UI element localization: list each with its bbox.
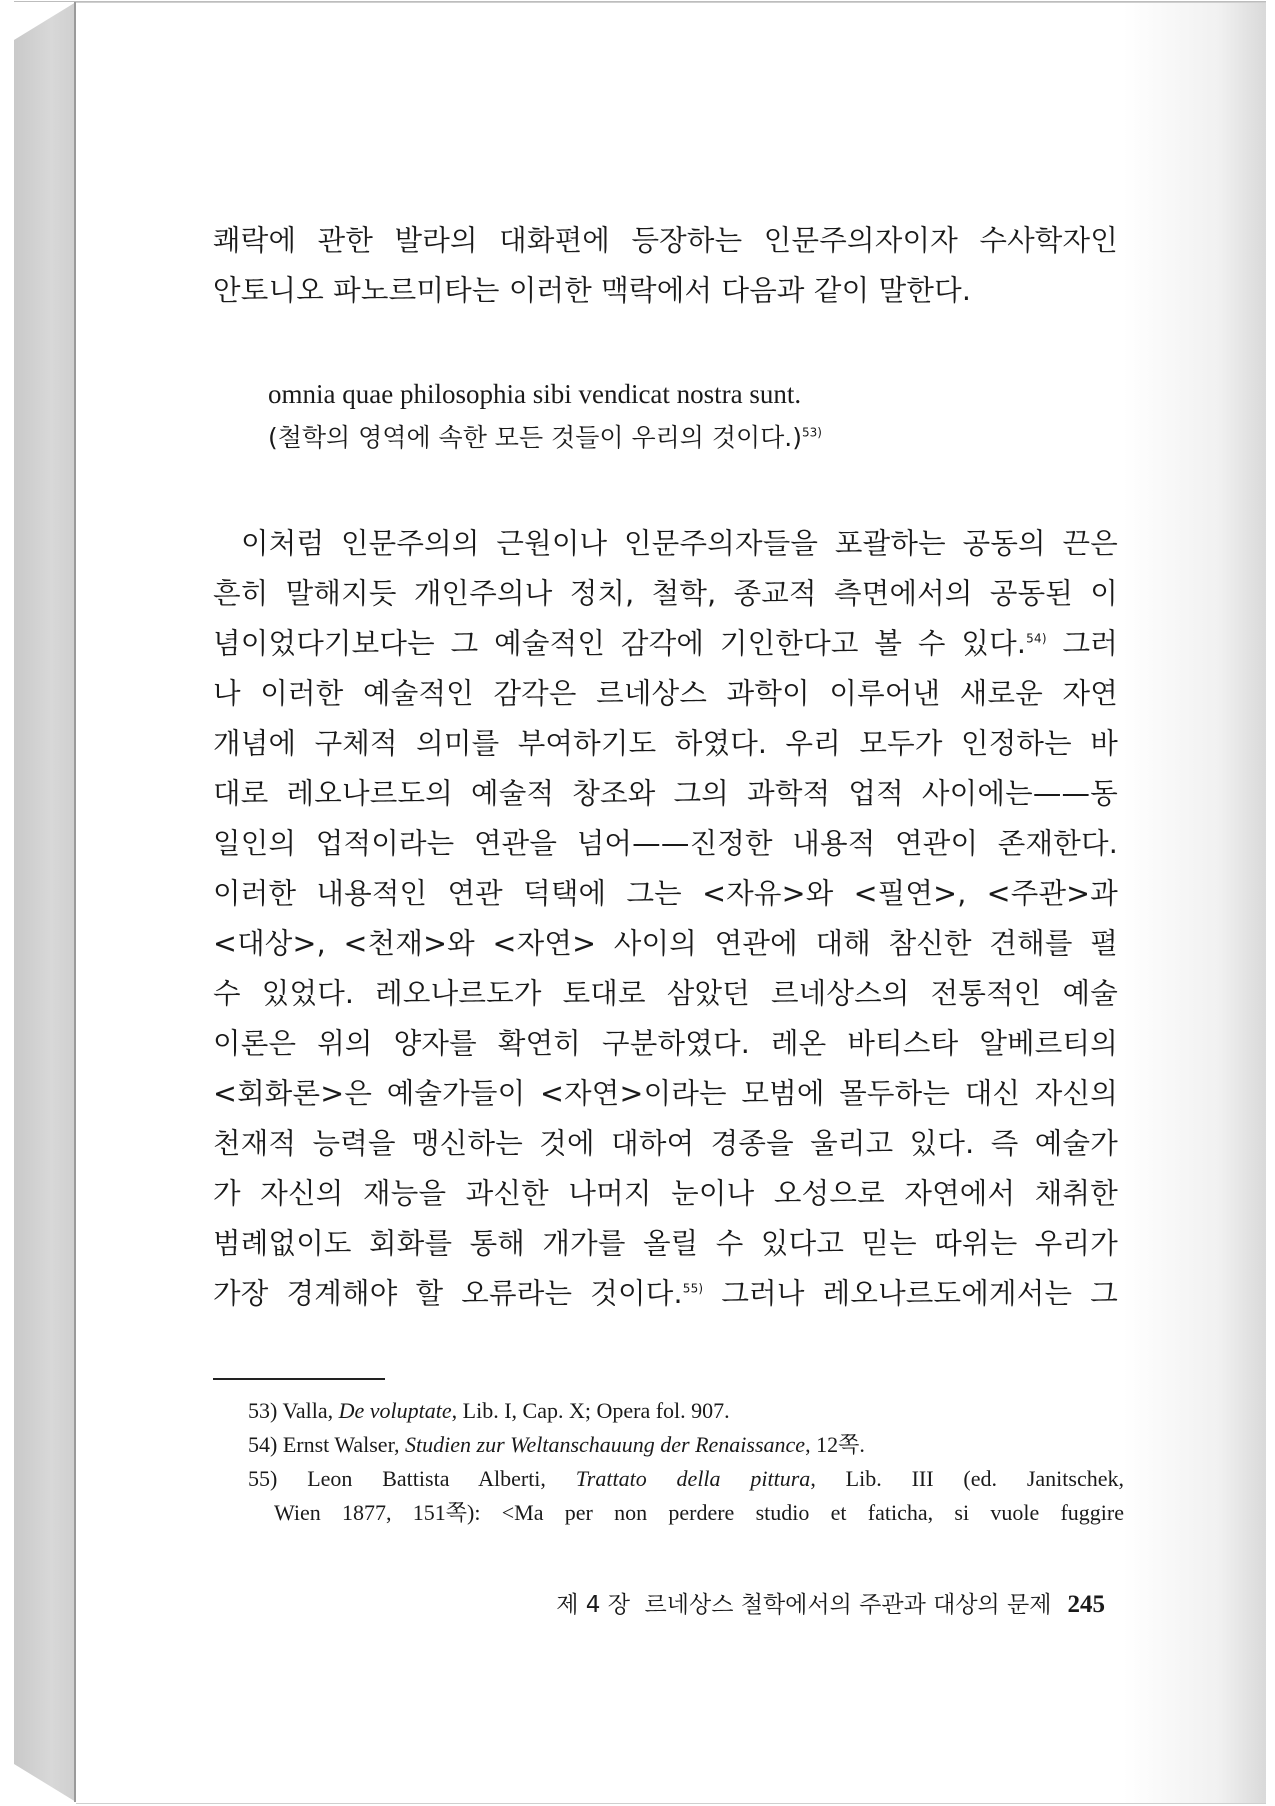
body-line	[213, 1269, 1118, 1319]
footnote-number: 54)	[248, 1432, 278, 1457]
page-number: 245	[1067, 1591, 1105, 1618]
body-line-text: 그러	[1062, 627, 1118, 660]
footnotes	[248, 1394, 1124, 1530]
body-line: 이론은 위의 양자를 확연히 구분하였다. 레온 바티스타 알베르티의	[213, 1027, 1118, 1060]
footnote-rest: , 12쪽.	[805, 1432, 865, 1457]
footnote-title: Studien zur Weltanschauung der Renaissance	[405, 1432, 806, 1457]
footnote-number: 53)	[248, 1398, 278, 1423]
body-line-text: 념이었다기보다는 그 예술적인 감각에 기인한다고 볼 수 있다.	[213, 627, 1027, 660]
body-line: 개념에 구체적 의미를 부여하기도 하였다. 우리 모두가 인정하는 바	[213, 727, 1118, 760]
body-line: <회화론>은 예술가들이 <자연>이라는 모범에 몰두하는 대신 자신의	[213, 1077, 1118, 1110]
intro-line: 쾌락에 관한 발라의 대화편에 등장하는 인문주의자이자 수사학자인	[213, 224, 1118, 257]
footnote-53	[248, 1394, 1124, 1428]
running-title: 제 4 장 르네상스 철학에서의 주관과 대상의 문제	[556, 1592, 1052, 1618]
footnote-author: Ernst Walser,	[282, 1432, 406, 1457]
body-line: 흔히 말해지듯 개인주의나 정치, 철학, 종교적 측면에서의 공동된 이	[213, 577, 1118, 610]
footnote-55	[248, 1462, 1124, 1496]
footnote-ref-53: 53)	[802, 425, 822, 440]
footnote-author: Valla,	[282, 1398, 339, 1423]
body-line-text: 가장 경계해야 할 오류라는 것이다.	[213, 1277, 683, 1310]
footnote-ref-55: 55)	[682, 1281, 704, 1296]
footnote-ref-54: 54)	[1026, 631, 1047, 646]
running-footer	[556, 1588, 1105, 1622]
footnote-rest: , Lib. I, Cap. X; Opera fol. 907.	[451, 1398, 730, 1423]
quote-korean	[268, 416, 1068, 460]
footnote-rule	[213, 1378, 385, 1380]
footnote-54	[248, 1428, 1124, 1462]
block-quote	[268, 372, 1068, 460]
page-top-edge	[14, 1, 1266, 2]
body-line: 대로 레오나르도의 예술적 창조와 그의 과학적 업적 사이에는——동	[213, 777, 1118, 810]
body-paragraph	[213, 519, 1118, 1319]
footnote-number: 55)	[248, 1466, 278, 1491]
body-line: 가 자신의 재능을 과신한 나머지 눈이나 오성으로 자연에서 채취한	[213, 1177, 1118, 1210]
body-line: 천재적 능력을 맹신하는 것에 대하여 경종을 울리고 있다. 즉 예술가	[213, 1127, 1118, 1160]
body-line: 나 이러한 예술적인 감각은 르네상스 과학이 이루어낸 새로운 자연	[213, 677, 1118, 710]
body-line: 이러한 내용적인 연관 덕택에 그는 <자유>와 <필연>, <주관>과	[213, 877, 1118, 910]
intro-line: 안토니오 파노르미타는 이러한 맥락에서 다음과 같이 말한다.	[213, 274, 972, 307]
quote-latin: omnia quae philosophia sibi vendicat nostra sunt.	[268, 379, 802, 409]
footnote-title: Trattato della pittura	[575, 1466, 811, 1491]
body-line-text: 그러나 레오나르도에게서는 그	[721, 1277, 1118, 1310]
body-line: <대상>, <천재>와 <자연> 사이의 연관에 대해 참신한 견해를 펼	[213, 927, 1118, 960]
body-line: 수 있었다. 레오나르도가 토대로 삼았던 르네상스의 전통적인 예술	[213, 977, 1118, 1010]
footnote-55-continuation: Wien 1877, 151쪽): <Ma per non perdere studio et faticha, si vuole fuggire	[274, 1500, 1124, 1525]
body-line: 일인의 업적이라는 연관을 넘어——진정한 내용적 연관이 존재한다.	[213, 827, 1118, 860]
body-line	[213, 619, 1118, 669]
intro-paragraph	[213, 216, 1118, 316]
body-line: 이처럼 인문주의의 근원이나 인문주의자들을 포괄하는 공동의 끈은	[241, 527, 1118, 560]
footnote-author: Leon Battista Alberti,	[307, 1466, 576, 1491]
book-spine	[14, 2, 76, 1802]
quote-korean-text: (철학의 영역에 속한 모든 것들이 우리의 것이다.)	[268, 423, 802, 452]
body-line: 범례없이도 회화를 통해 개가를 올릴 수 있다고 믿는 따위는 우리가	[213, 1227, 1118, 1260]
footnote-rest: , Lib. III (ed. Janitschek,	[810, 1466, 1124, 1491]
footnote-title: De voluptate	[338, 1398, 452, 1423]
